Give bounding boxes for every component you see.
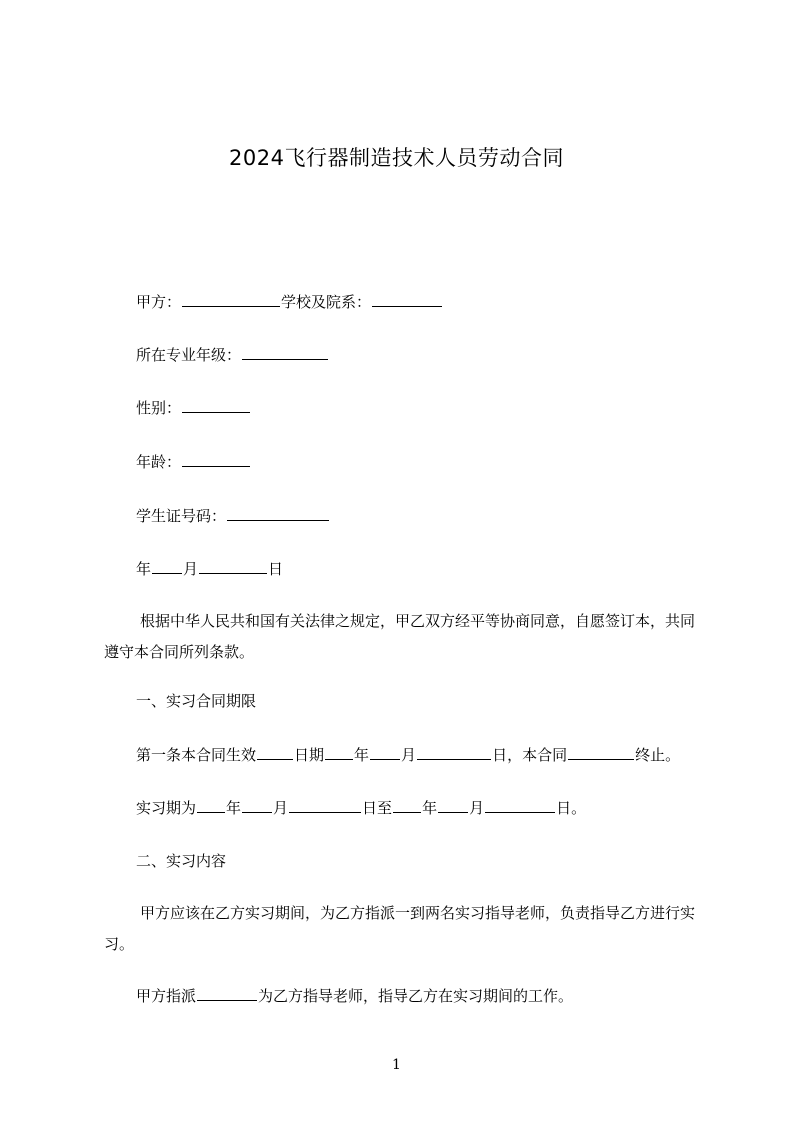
date-line [136,559,283,579]
clause1-text-c: 年 [354,746,370,764]
student-id-line [136,506,330,526]
major-label: 所在专业年级： [136,346,242,364]
page-number: 1 [392,1057,401,1073]
period-text-b: 年 [226,799,242,817]
gender-blank[interactable] [182,398,250,413]
party-a-line [136,292,443,312]
gender-label: 性别： [136,399,182,417]
date-year-label: 年 [136,560,152,578]
party-a-blank[interactable] [182,292,280,307]
major-line [136,345,329,365]
section1-heading: 一、实习合同期限 [136,692,257,710]
clause1-text-f: 终止。 [635,746,681,764]
party-a-label: 甲方： [136,293,182,311]
period-blank-3[interactable] [289,798,361,813]
date-day-label: 日 [268,560,284,578]
period-blank-4[interactable] [393,798,421,813]
intro-paragraph: 根据中华人民共和国有关法律之规定，甲乙双方经平等协商同意，自愿签订本，共同遵守本合同所列条款。 [104,612,696,661]
clause1-text-d: 月 [401,746,417,764]
period-blank-6[interactable] [485,798,555,813]
period-blank-5[interactable] [438,798,468,813]
period-line [136,798,586,818]
section2-heading: 二、实习内容 [136,852,227,870]
clause1-text-a: 第一条本合同生效 [136,746,257,764]
clause1-text-b: 日期 [294,746,325,764]
document-title: 2024飞行器制造技术人员劳动合同 [229,146,564,170]
period-text-g: 日。 [556,799,587,817]
advisor-blank[interactable] [197,986,257,1001]
period-blank-2[interactable] [242,798,272,813]
student-id-blank[interactable] [227,506,329,521]
clause1-text-e: 日，本合同 [492,746,568,764]
school-blank[interactable] [372,292,442,307]
period-text-e: 年 [422,799,438,817]
major-blank[interactable] [242,345,328,360]
school-label: 学校及院系： [281,293,372,311]
advisor-line [136,986,573,1006]
clause1-blank-5[interactable] [568,745,634,760]
clause1-blank-2[interactable] [325,745,353,760]
clause1-blank-3[interactable] [370,745,400,760]
date-day-blank[interactable] [199,559,267,574]
gender-line [136,398,251,418]
age-line [136,452,251,472]
section2-paragraph-1: 甲方应该在乙方实习期间，为乙方指派一到两名实习指导老师，负责指导乙方进行实习。 [104,904,696,953]
student-id-label: 学生证号码： [136,507,227,525]
date-month-blank[interactable] [152,559,182,574]
period-text-c: 月 [273,799,289,817]
age-label: 年龄： [136,453,182,471]
advisor-text-a: 甲方指派 [136,987,197,1005]
period-text-d: 日至 [362,799,393,817]
clause1-blank-1[interactable] [257,745,293,760]
advisor-text-b: 为乙方指导老师，指导乙方在实习期间的工作。 [258,987,574,1005]
clause1-line [136,745,680,765]
period-text-a: 实习期为 [136,799,197,817]
date-month-label: 月 [183,560,199,578]
clause1-blank-4[interactable] [417,745,491,760]
age-blank[interactable] [182,452,250,467]
period-blank-1[interactable] [197,798,225,813]
period-text-f: 月 [469,799,485,817]
